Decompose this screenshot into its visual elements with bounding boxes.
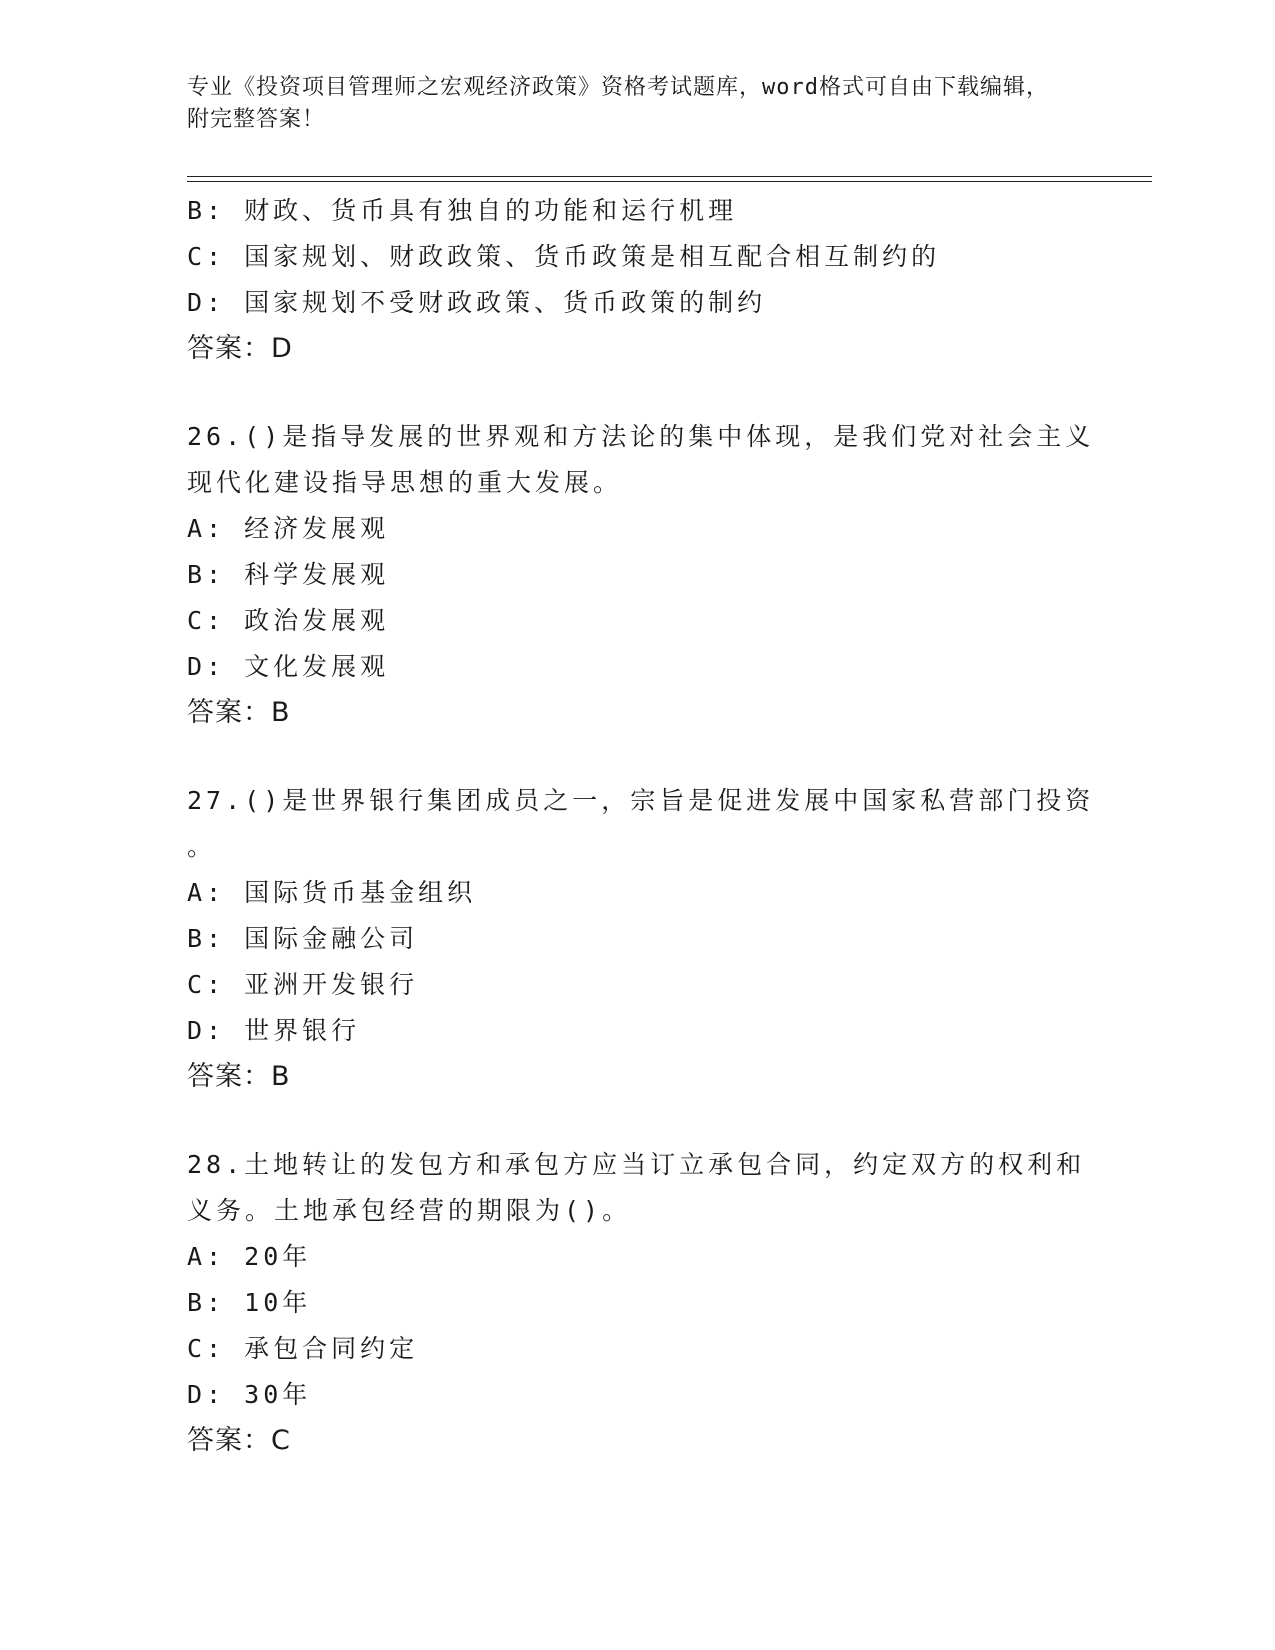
option-b: B: 国际金融公司	[187, 924, 419, 953]
answer-line: 答案：D	[187, 333, 293, 364]
question-27	[187, 778, 1095, 1100]
option-d: D: 世界银行	[187, 1016, 361, 1045]
answer-line: 答案：C	[187, 1425, 291, 1456]
answer-line: 答案：B	[187, 697, 291, 728]
question-text-line-1: 28.土地转让的发包方和承包方应当订立承包合同，约定双方的权利和	[187, 1150, 1086, 1179]
option-a: A: 国际货币基金组织	[187, 878, 477, 907]
answer-line: 答案：B	[187, 1061, 291, 1092]
option-b: B: 10年	[187, 1288, 312, 1317]
question-text-line-1: 27.()是世界银行集团成员之一，宗旨是促进发展中国家私营部门投资	[187, 786, 1095, 815]
question-text-line-2: 现代化建设指导思想的重大发展。	[187, 468, 623, 497]
document-body	[187, 188, 1095, 1464]
option-b: B: 科学发展观	[187, 560, 390, 589]
question-28	[187, 1142, 1087, 1464]
option-d: D: 国家规划不受财政政策、货币政策的制约	[187, 288, 767, 317]
carryover-question	[187, 188, 1087, 372]
option-b: B: 财政、货币具有独自的功能和运行机理	[187, 196, 738, 225]
question-text-line-2: 。	[187, 832, 217, 861]
option-a: A: 20年	[187, 1242, 312, 1271]
question-text-line-2: 义务。土地承包经营的期限为()。	[187, 1196, 632, 1225]
option-c: C: 承包合同约定	[187, 1334, 419, 1363]
option-d: D: 文化发展观	[187, 652, 390, 681]
option-a: A: 经济发展观	[187, 514, 390, 543]
option-c: C: 政治发展观	[187, 606, 390, 635]
option-c: C: 亚洲开发银行	[187, 970, 419, 999]
header-text: 专业《投资项目管理师之宏观经济政策》资格考试题库，word格式可自由下载编辑，附完整答案！	[187, 75, 1049, 132]
header-divider	[187, 176, 1152, 182]
option-c: C: 国家规划、财政政策、货币政策是相互配合相互制约的	[187, 242, 941, 271]
question-26	[187, 414, 1095, 736]
question-text-line-1: 26.()是指导发展的世界观和方法论的集中体现，是我们党对社会主义	[187, 422, 1095, 451]
document-header	[187, 72, 1067, 136]
option-d: D: 30年	[187, 1380, 312, 1409]
